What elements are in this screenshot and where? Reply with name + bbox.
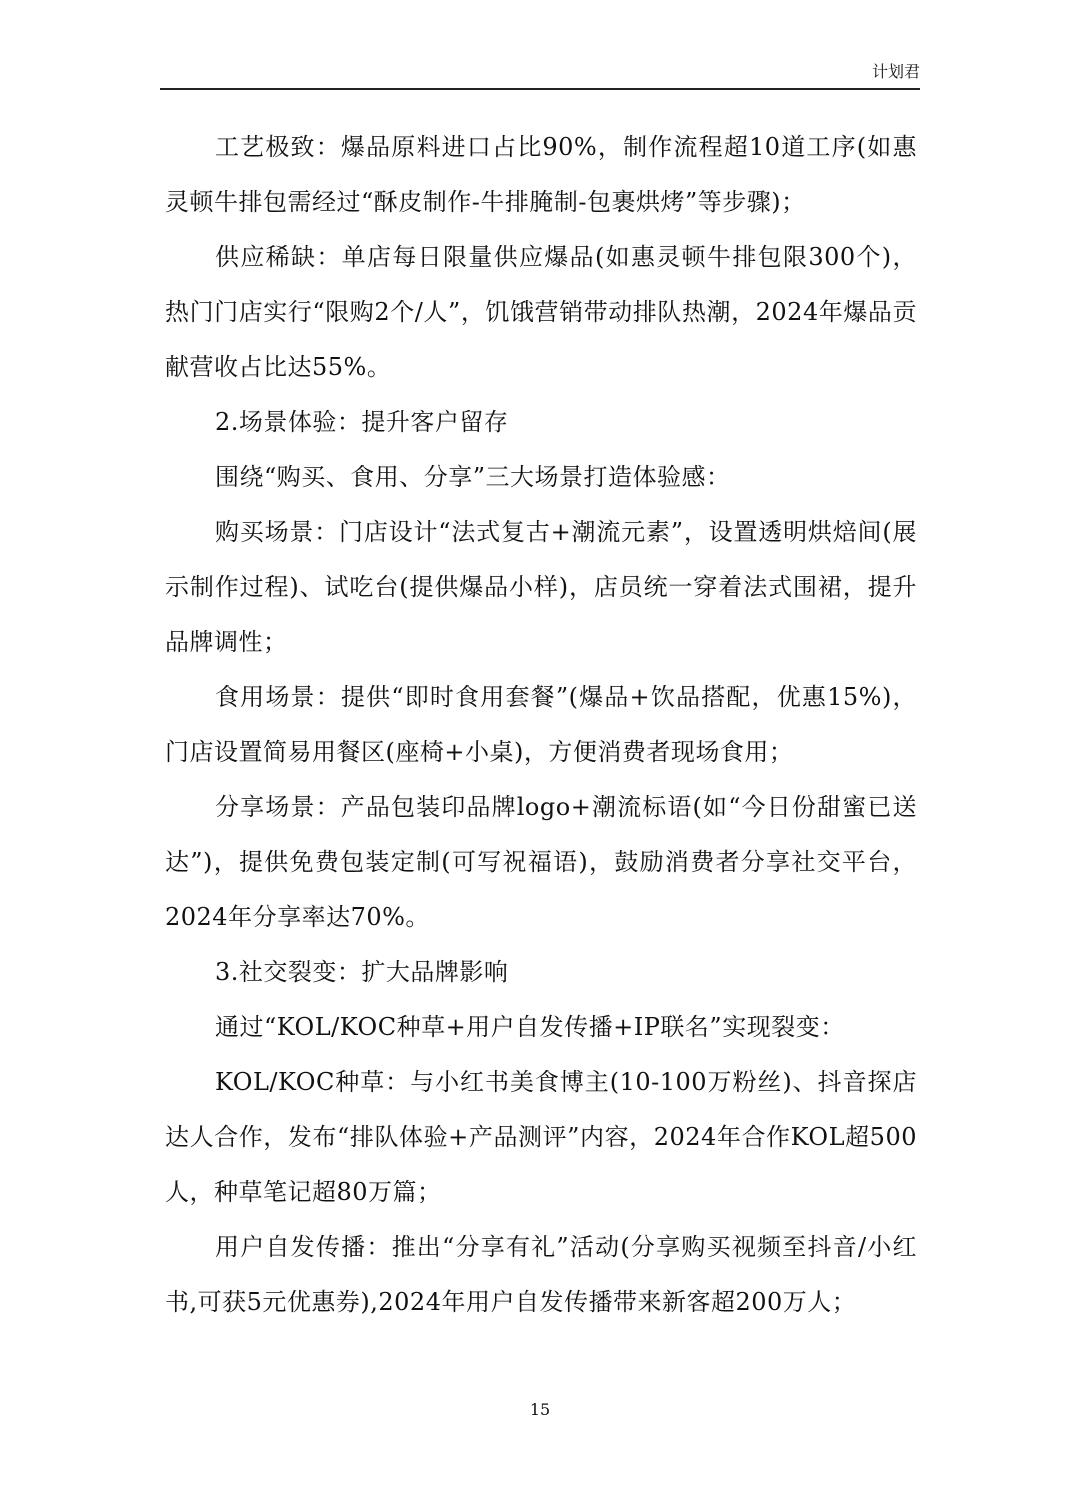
paragraph-dining-scene: 食用场景：提供“即时食用套餐”(爆品+饮品搭配，优惠15%)，门店设置简易用餐区(座椅+小桌)，方便消费者现场食用；	[165, 683, 917, 766]
paragraph-sharing-scene: 分享场景：产品包装印品牌logo+潮流标语(如“今日份甜蜜已送达”)，提供免费包装定制(可写祝福语)，鼓励消费者分享社交平台，2024年分享率达70%。	[165, 793, 917, 931]
document-body	[165, 120, 917, 1380]
header-title: 计划君	[871, 62, 920, 81]
paragraph-kol-koc: KOL/KOC种草：与小红书美食博主(10-100万粉丝)、抖音探店达人合作，发布“排队体验+产品测评”内容，2024年合作KOL超500人，种草笔记超80万篇；	[165, 1068, 917, 1206]
paragraph-purchase-scene: 购买场景：门店设计“法式复古+潮流元素”，设置透明烘焙间(展示制作过程)、试吃台(提供爆品小样)，店员统一穿着法式围裙，提升品牌调性；	[165, 518, 917, 656]
paragraph-craftsmanship: 工艺极致：爆品原料进口占比90%，制作流程超10道工序(如惠灵顿牛排包需经过“酥皮制作-牛排腌制-包裹烘烤”等步骤)；	[165, 133, 917, 216]
page-number: 15	[529, 1400, 551, 1419]
section-heading-social-fission: 3.社交裂变：扩大品牌影响	[215, 958, 509, 986]
paragraph-user-spread: 用户自发传播：推出“分享有礼”活动(分享购买视频至抖音/小红书,可获5元优惠券),2024年用户自发传播带来新客超200万人；	[165, 1233, 917, 1316]
paragraph-scene-intro: 围绕“购买、食用、分享”三大场景打造体验感：	[215, 463, 731, 491]
page-header	[160, 62, 920, 90]
section-heading-scene-experience: 2.场景体验：提升客户留存	[215, 408, 509, 436]
paragraph-fission-intro: 通过“KOL/KOC种草+用户自发传播+IP联名”实现裂变：	[215, 1013, 845, 1041]
paragraph-supply-scarcity: 供应稀缺：单店每日限量供应爆品(如惠灵顿牛排包限300个)，热门门店实行“限购2个/人”，饥饿营销带动排队热潮，2024年爆品贡献营收占比达55%。	[165, 243, 917, 381]
